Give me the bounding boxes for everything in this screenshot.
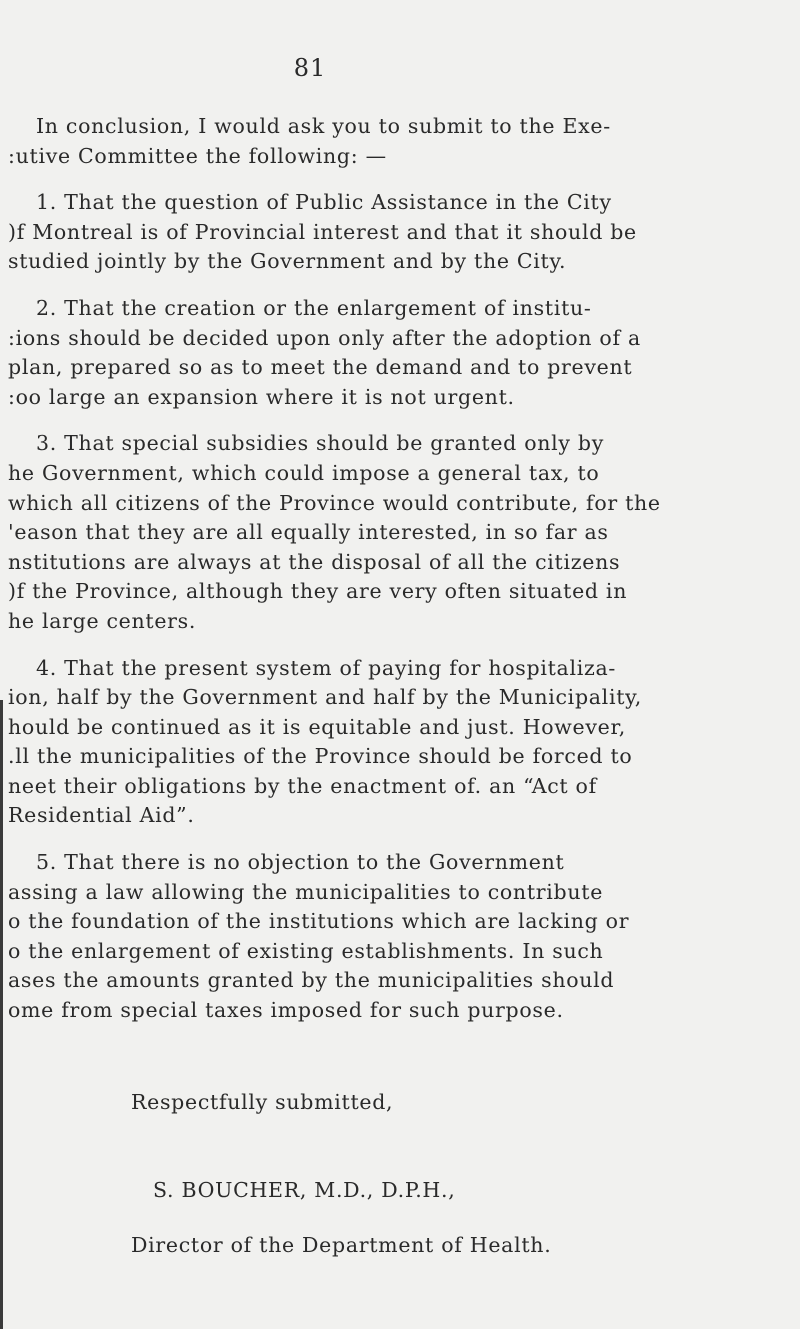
closing-line: Respectfully submitted, (131, 1090, 394, 1114)
text-line: which all citizens of the Province would contribute, for the (8, 490, 661, 515)
page-number: 81 (293, 54, 327, 82)
signatory-title: Director of the Department of Health. (131, 1233, 552, 1257)
recommendation-5 (0, 848, 758, 1026)
text-line: he Government, which could impose a general tax, to (8, 460, 600, 485)
recommendation-3 (0, 429, 758, 636)
text-line: 4. That the present system of paying for hospitaliza- (36, 655, 617, 680)
recommendation-4 (0, 654, 758, 832)
text-line: In conclusion, I would ask you to submit to the Exe- (36, 114, 611, 138)
text-line: :ions should be decided upon only after the adoption of a (8, 325, 641, 350)
text-line: .ll the municipalities of the Province should be forced to (8, 744, 633, 769)
text-line: o the foundation of the institutions which are lacking or (8, 909, 630, 934)
intro-paragraph (0, 112, 758, 171)
text-line: ome from special taxes imposed for such purpose. (8, 998, 564, 1023)
body-text (0, 112, 758, 1026)
text-line: assing a law allowing the municipalities to contribute (8, 879, 604, 904)
text-line: o the enlargement of existing establishments. In such (8, 938, 604, 963)
text-line: ion, half by the Government and half by the Municipality, (8, 685, 642, 710)
text-line: plan, prepared so as to meet the demand and to prevent (8, 355, 633, 380)
signature: S. BOUCHER, M.D., D.P.H., (153, 1178, 456, 1202)
text-line: studied jointly by the Government and by the City. (8, 249, 567, 274)
text-line: ases the amounts granted by the municipalities should (8, 968, 615, 993)
text-line: )f Montreal is of Provincial interest and that it should be (8, 219, 637, 244)
text-line: :oo large an expansion where it is not urgent. (8, 384, 515, 409)
text-line: hould be continued as it is equitable and just. However, (8, 714, 626, 739)
text-line: :utive Committee the following: — (8, 143, 387, 168)
recommendation-1 (0, 188, 758, 277)
text-line: neet their obligations by the enactment of. an “Act of (8, 773, 597, 798)
text-line: 2. That the creation or the enlargement of institu- (36, 295, 592, 320)
text-line: 'eason that they are all equally interested, in so far as (8, 520, 609, 545)
text-line: 5. That there is no objection to the Government (36, 850, 565, 875)
text-line: )f the Province, although they are very often situated in (8, 579, 628, 604)
text-line: 3. That special subsidies should be granted only by (36, 431, 604, 456)
text-line: 1. That the question of Public Assistance in the City (36, 190, 612, 215)
text-line: nstitutions are always at the disposal of all the citizens (8, 549, 621, 574)
recommendation-2 (0, 294, 758, 412)
text-line: Residential Aid”. (8, 803, 195, 828)
text-line: he large centers. (8, 608, 197, 633)
